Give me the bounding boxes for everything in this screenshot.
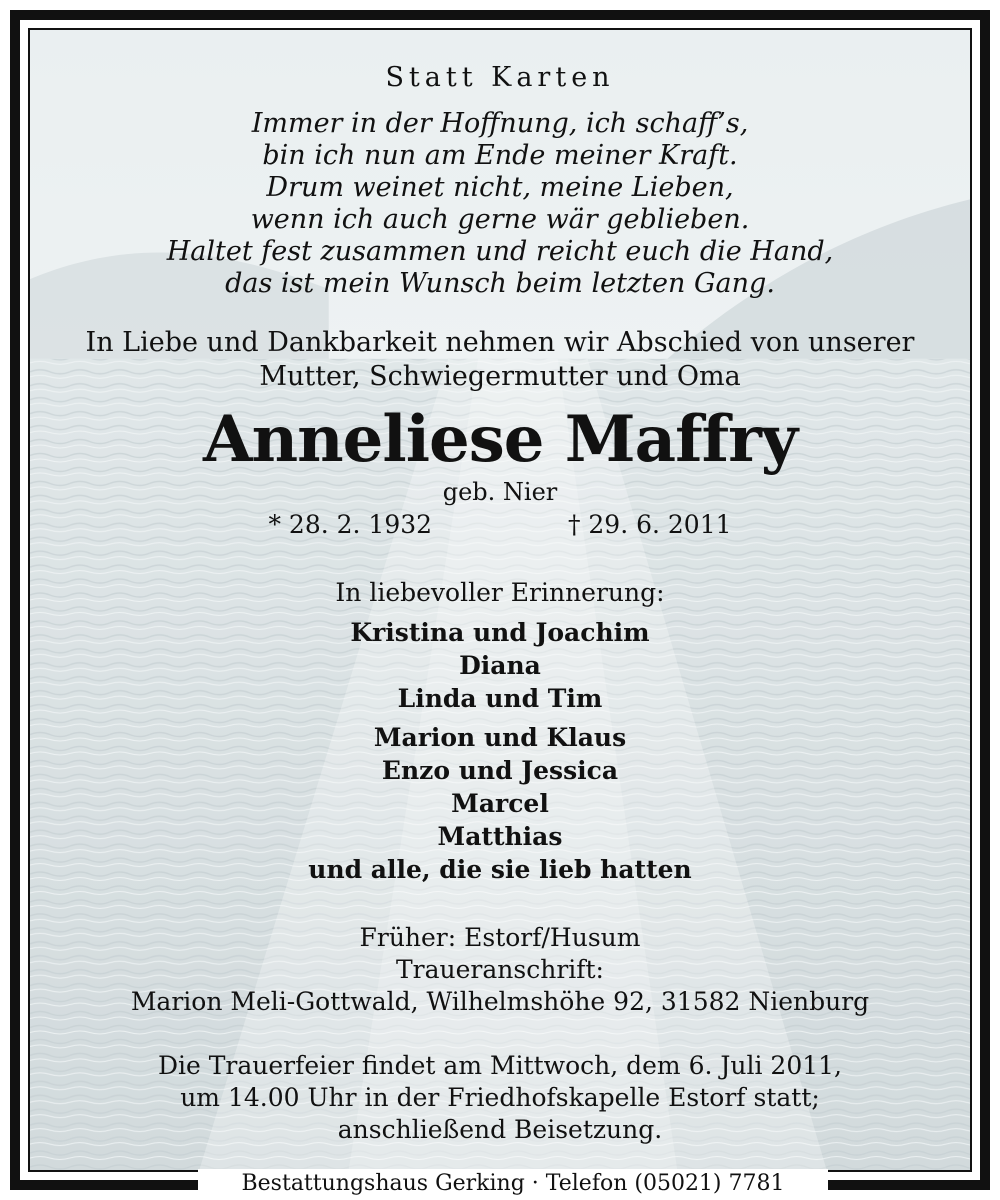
family-member: Diana [459, 651, 541, 680]
birth-name: geb. Nier [442, 478, 558, 506]
family-member: und alle, die sie lieb hatten [308, 855, 692, 884]
ceremony-line: um 14.00 Uhr in der Friedhofskapelle Estorf statt; [180, 1083, 820, 1112]
mourning-address: Marion Meli-Gottwald, Wilhelmshöhe 92, 31582 Nienburg [130, 987, 870, 1016]
poem [30, 108, 970, 300]
ceremony-line: Die Trauerfeier findet am Mittwoch, dem 6. Juli 2011, [157, 1051, 843, 1080]
family-member: Marion und Klaus [373, 723, 627, 752]
death-date: † 29. 6. 2011 [567, 510, 732, 539]
poem-line: Immer in der Hoffnung, ich schaff’s, [251, 108, 749, 139]
deceased-name: Anneliese Maffry [202, 402, 798, 477]
poem-line: Haltet fest zusammen und reicht euch die Hand, [166, 236, 834, 267]
family-member: Enzo und Jessica [381, 756, 619, 785]
family-list [30, 616, 970, 886]
birth-date: * 28. 2. 1932 [268, 510, 433, 539]
ceremony-info [30, 1050, 970, 1146]
family-member: Linda und Tim [397, 684, 603, 713]
poem-line: Drum weinet nicht, meine Lieben, [266, 172, 734, 203]
life-dates [30, 510, 970, 539]
obituary-border [10, 10, 990, 1196]
family-member: Matthias [437, 822, 563, 851]
obituary-text [30, 30, 970, 1170]
address-info [30, 922, 970, 1018]
obituary-panel [28, 28, 972, 1196]
poem-line: bin ich nun am Ende meiner Kraft. [262, 140, 738, 171]
ceremony-line: anschließend Beisetzung. [337, 1115, 663, 1144]
former-residence: Früher: Estorf/Husum [359, 923, 641, 952]
funeral-home-footer: Bestattungshaus Gerking · Telefon (05021) 7781 [198, 1169, 828, 1199]
statt-karten-heading: Statt Karten [385, 62, 615, 93]
memory-heading: In liebevoller Erinnerung: [335, 578, 665, 607]
intro-line: Mutter, Schwiegermutter und Oma [259, 361, 741, 392]
family-member: Kristina und Joachim [350, 618, 650, 647]
poem-line: wenn ich auch gerne wär geblieben. [250, 204, 750, 235]
family-member: Marcel [451, 789, 549, 818]
mourning-address-label: Traueranschrift: [396, 955, 604, 984]
poem-line: das ist mein Wunsch beim letzten Gang. [225, 268, 775, 299]
farewell-intro [30, 326, 970, 394]
intro-line: In Liebe und Dankbarkeit nehmen wir Abschied von unserer [85, 327, 915, 358]
